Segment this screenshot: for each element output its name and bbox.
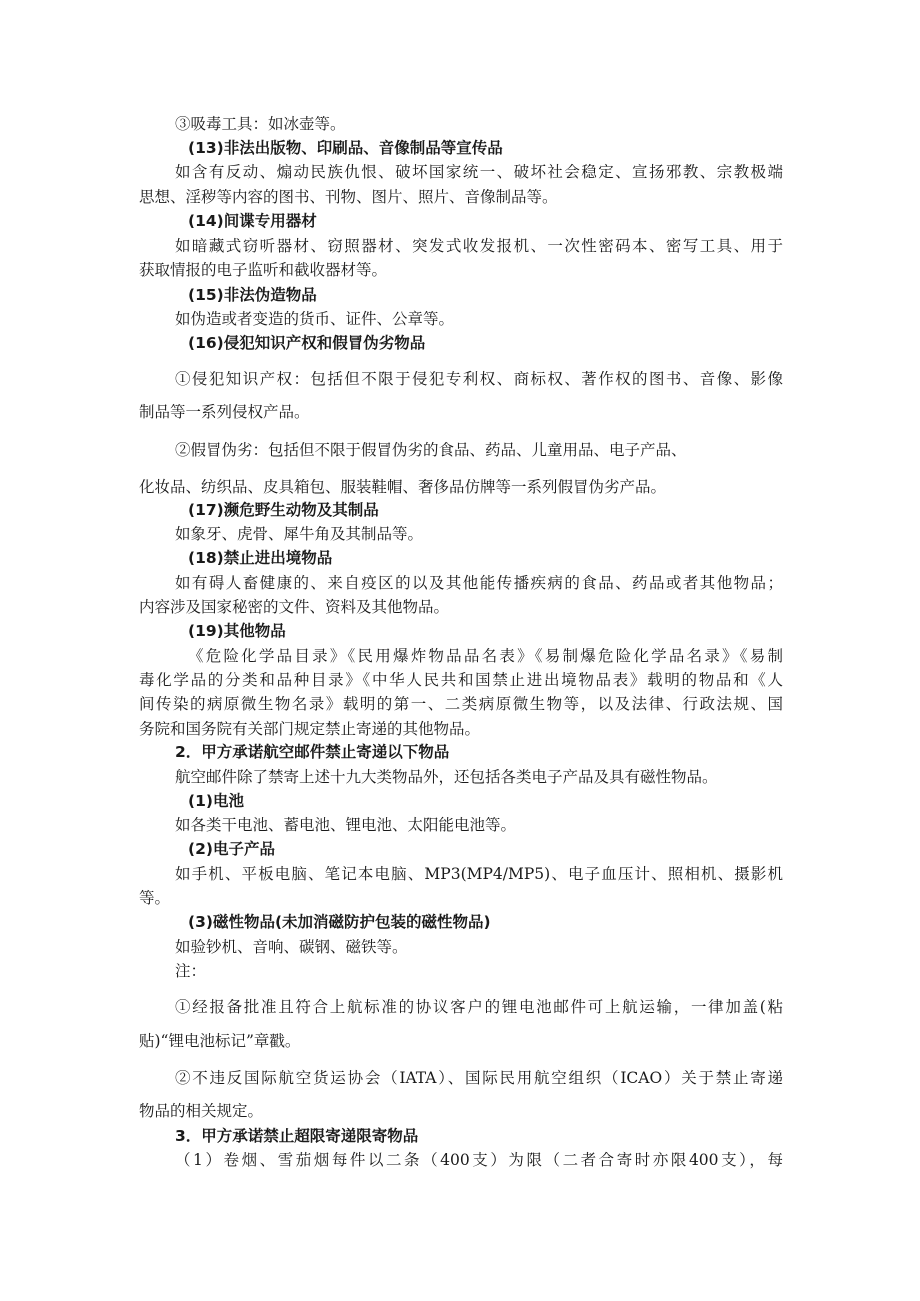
text-line: 贴)“锂电池标记”章戳。	[139, 1032, 301, 1050]
section-heading: 3．甲方承诺禁止超限寄递限寄物品	[175, 1127, 419, 1145]
text-line: 注：	[175, 962, 207, 980]
text-line: 思想、淫秽等内容的图书、刊物、图片、照片、音像制品等。	[139, 188, 558, 206]
text-line: 毒化学品的分类和品种目录》《中华人民共和国禁止进出境物品表》载明的物品和《人	[139, 671, 783, 689]
text-line: 《危险化学品目录》《民用爆炸物品品名表》《易制爆危险化学品名录》《易制	[188, 647, 783, 665]
text-line: ①经报备批准且符合上航标准的协议客户的锂电池邮件可上航运输，一律加盖(粘	[175, 998, 783, 1016]
text-line: 如验钞机、音响、碳钢、磁铁等。	[175, 938, 408, 956]
text-line: 如各类干电池、蓄电池、锂电池、太阳能电池等。	[175, 816, 517, 834]
section-heading: (17)濒危野生动物及其制品	[188, 501, 379, 519]
section-heading: (19)其他物品	[188, 622, 286, 640]
text-line: 间传染的病原微生物名录》载明的第一、二类病原微生物等，以及法律、行政法规、国	[139, 695, 783, 713]
section-heading: (2)电子产品	[188, 840, 275, 858]
text-line: （1）卷烟、雪茄烟每件以二条（400支）为限（二者合寄时亦限400支），每	[175, 1151, 783, 1169]
section-heading: (13)非法出版物、印刷品、音像制品等宣传品	[188, 139, 503, 157]
section-heading: (1)电池	[188, 792, 244, 810]
section-heading: (15)非法伪造物品	[188, 286, 317, 304]
section-heading: (3)磁性物品(未加消磁防护包装的磁性物品)	[188, 913, 491, 931]
section-heading: (14)间谍专用器材	[188, 212, 317, 230]
text-line: 如含有反动、煽动民族仇恨、破坏国家统一、破坏社会稳定、宣扬邪教、宗教极端	[175, 163, 783, 181]
text-line: 航空邮件除了禁寄上述十九大类物品外，还包括各类电子产品及具有磁性物品。	[175, 768, 718, 786]
text-line: 物品的相关规定。	[139, 1102, 264, 1120]
text-line: 获取情报的电子监听和截收器材等。	[139, 261, 388, 279]
text-line: 内容涉及国家秘密的文件、资料及其他物品。	[139, 598, 450, 616]
text-line: ②不违反国际航空货运协会（IATA）、国际民用航空组织（ICAO）关于禁止寄递	[175, 1069, 783, 1087]
text-line: 务院和国务院有关部门规定禁止寄递的其他物品。	[139, 720, 481, 738]
text-line: 如伪造或者变造的货币、证件、公章等。	[175, 310, 455, 328]
text-line: 制品等一系列侵权产品。	[139, 403, 310, 421]
text-line: 如有碍人畜健康的、来自疫区的以及其他能传播疾病的食品、药品或者其他物品；	[175, 574, 783, 592]
text-line: ①侵犯知识产权：包括但不限于侵犯专利权、商标权、著作权的图书、音像、影像	[175, 370, 783, 388]
text-line: ③吸毒工具：如冰壶等。	[175, 115, 346, 133]
text-line: 如象牙、虎骨、犀牛角及其制品等。	[175, 525, 424, 543]
text-line: 化妆品、纺织品、皮具箱包、服装鞋帽、奢侈品仿牌等一系列假冒伪劣产品。	[139, 478, 667, 496]
text-line: 如暗藏式窃听器材、窃照器材、突发式收发报机、一次性密码本、密写工具、用于	[175, 237, 783, 255]
text-line: ②假冒伪劣：包括但不限于假冒伪劣的食品、药品、儿童用品、电子产品、	[175, 441, 687, 459]
text-line: 如手机、平板电脑、笔记本电脑、MP3(MP4/MP5)、电子血压计、照相机、摄影机	[175, 865, 783, 883]
section-heading: 2．甲方承诺航空邮件禁止寄递以下物品	[175, 743, 450, 761]
section-heading: (16)侵犯知识产权和假冒伪劣物品	[188, 334, 426, 352]
section-heading: (18)禁止进出境物品	[188, 549, 333, 567]
text-line: 等。	[139, 889, 171, 907]
